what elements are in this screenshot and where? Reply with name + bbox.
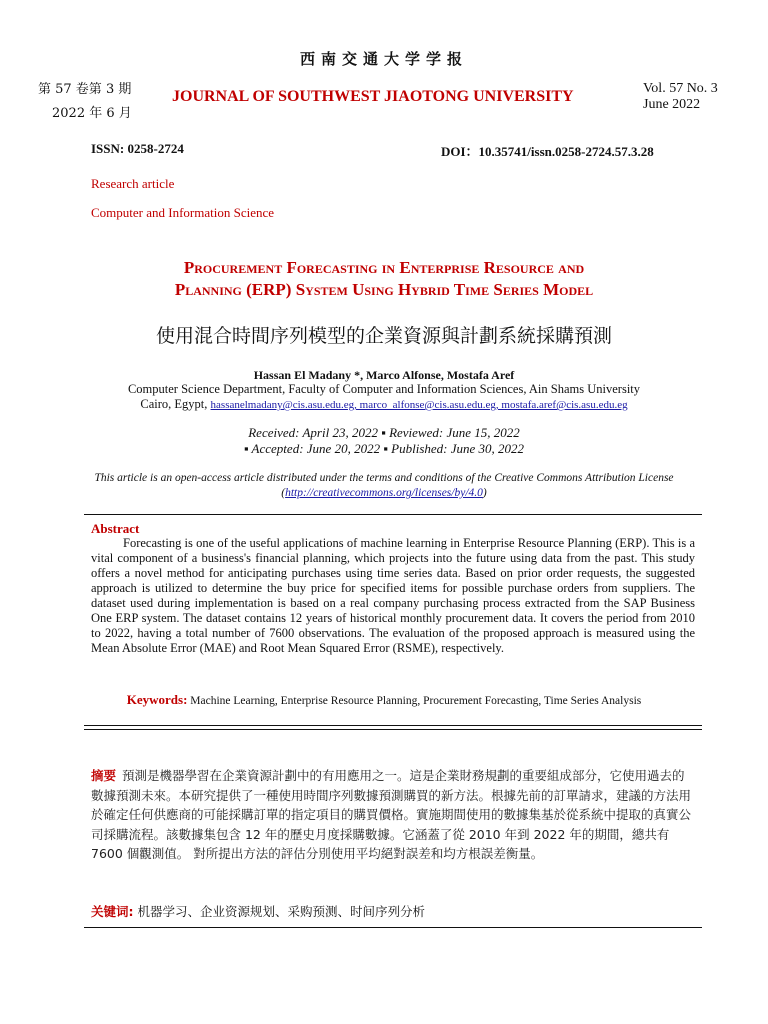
divider-top: [84, 514, 702, 515]
license-notice: [60, 471, 708, 501]
divider-bottom: [84, 927, 702, 928]
article-dates: [0, 425, 768, 457]
abstract-heading: Abstract: [91, 521, 140, 536]
divider-double-2: [84, 729, 702, 730]
issn: ISSN: 0258-2724: [91, 141, 184, 156]
affiliation: Computer Science Department, Faculty of Computer and Information Sciences, Ain Shams University: [127, 382, 641, 396]
abstract-cn-heading: 摘要: [91, 768, 117, 783]
volume-issue-en: [643, 81, 718, 113]
title-en-line-1: Procurement Forecasting in Enterprise Resource and: [183, 258, 585, 277]
article-field: Computer and Information Science: [91, 205, 275, 220]
title-en-line-2: Planning (ERP) System Using Hybrid Time Series Model: [174, 280, 594, 299]
journal-title-en: JOURNAL OF SOUTHWEST JIAOTONG UNIVERSITY: [172, 88, 574, 105]
keywords-cn-list: 机器学习、企业资源规划、采购预测、时间序列分析: [137, 904, 425, 919]
dates-line-2: ▪ Accepted: June 20, 2022 ▪ Published: June 30, 2022: [243, 441, 525, 456]
location-emails: [40, 397, 728, 413]
keywords-label: Keywords:: [126, 692, 188, 707]
keywords-list: Machine Learning, Enterprise Resource Planning, Procurement Forecasting, Time Series Analysis: [190, 695, 642, 707]
email-links[interactable]: hassanelmadany@cis.asu.edu.eg, marco_alfonse@cis.asu.edu.eg, mostafa.aref@cis.asu.edu.eg: [210, 399, 628, 411]
location: Cairo, Egypt,: [140, 397, 208, 411]
affiliation-block: [40, 382, 728, 413]
abstract-body: Forecasting is one of the useful applications of machine learning in Enterprise Resource Planning (ERP). This is a vital component of a business's financial planning, which projects into the future using data from the past. This study offers a novel method for anticipating purchases using time series data. Based on prior order requests, the suggested approach is utilized to determine the buy price for specified items for possible purchase orders from suppliers. The dataset used during implementation is based on a real company purchasing process extracted from the SAP Business One ERP system. The dataset contains 12 years of historical monthly procurement data. It covers the period from 2010 to 2022, having a total number of 7600 observations. The evaluation of the proposed approach is measured using the Mean Absolute Error (MAE) and Root Mean Squared Error (RSME), respectively.: [91, 536, 695, 655]
volume-line-cn: 第 57 卷第 3 期: [38, 82, 132, 97]
volume-line-en: Vol. 57 No. 3: [643, 81, 718, 96]
keywords-cn: [91, 902, 425, 920]
license-text: This article is an open-access article distributed under the terms and conditions of the Creative Commons Attribution License (: [94, 472, 674, 499]
license-link[interactable]: http://creativecommons.org/licenses/by/4.0: [285, 487, 483, 499]
date-line-en: June 2022: [643, 97, 701, 112]
article-title-en: [60, 257, 708, 301]
abstract-cn: [91, 766, 695, 864]
authors: Hassan El Madany *, Marco Alfonse, Mostafa Aref: [253, 368, 515, 382]
divider-double-1: [84, 725, 702, 726]
date-line-cn: 2022 年 6 月: [52, 106, 132, 121]
keywords: [0, 692, 768, 708]
volume-issue-cn: [38, 78, 132, 126]
doi: DOI：10.35741/issn.0258-2724.57.3.28: [441, 144, 654, 159]
abstract-cn-body: 預測是機器學習在企業資源計劃中的有用應用之一。這是企業財務規劃的重要組成部分，它使用過去的數據預測未來。本研究提供了一種使用時間序列數據預測購買的新方法。根據先前的訂單請求，建議的方法用於確定任何供應商的可能採購訂單的指定項目的購買價格。實施期間使用的數據集基於從系統中提取的真實公司採購流程。該數據集包含 12 年的歷史月度採購數據。它涵蓋了從 2010 年到 2022 年的期間，總共有 7600 個觀測值。 對所提出方法的評估分別使用平均絕對誤差和均方根誤差衡量。: [91, 768, 692, 861]
dates-line-1: Received: April 23, 2022 ▪ Reviewed: June 15, 2022: [248, 425, 520, 440]
keywords-cn-label: 关键词:: [91, 904, 134, 919]
article-type: Research article: [91, 176, 175, 191]
journal-title-cn: 西南交通大学学报: [299, 50, 468, 68]
license-close: ): [482, 487, 487, 499]
article-title-cn: 使用混合時間序列模型的企業資源與計劃系統採購預測: [155, 325, 612, 347]
